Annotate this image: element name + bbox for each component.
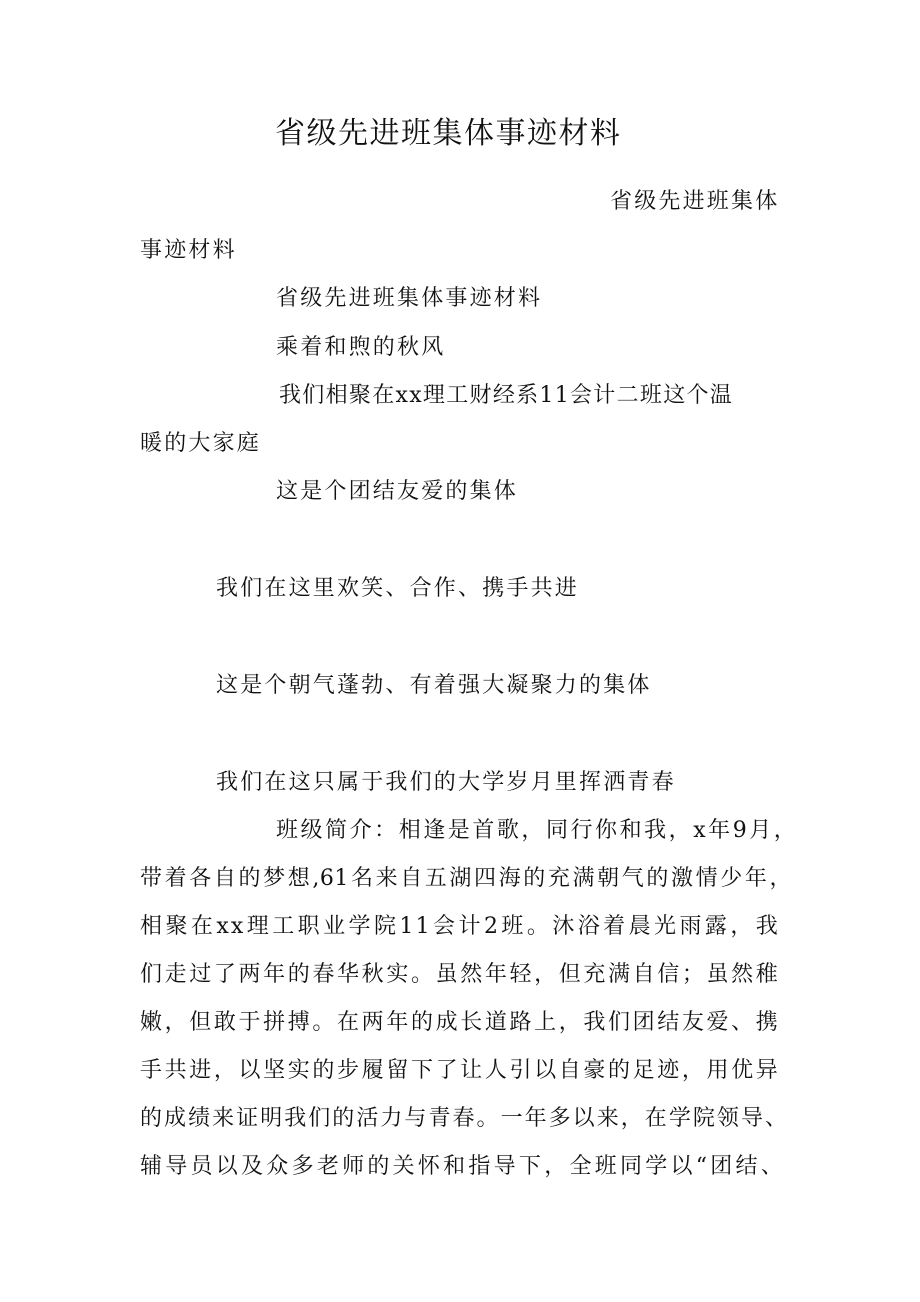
text-line-laugh: 我们在这里欢笑、合作、携手共进: [216, 576, 580, 601]
intro-paragraph-line: 相聚在xx理工职业学院11会计2班。沐浴着晨光雨露，我: [140, 914, 780, 939]
text-line-youth: 我们在这只属于我们的大学岁月里挥洒青春: [216, 770, 676, 795]
intro-paragraph-line: 们走过了两年的春华秋实。虽然年轻，但充满自信；虽然稚: [140, 962, 780, 987]
text-line-heading-repeat: 省级先进班集体事迹材料: [276, 286, 543, 311]
text-line-united: 这是个团结友爱的集体: [276, 479, 519, 504]
text-line-gather: 我们相聚在xx理工财经系11会计二班这个温: [279, 383, 734, 408]
intro-paragraph-line: 嫩，但敢于拼搏。在两年的成长道路上，我们团结友爱、携: [140, 1010, 780, 1035]
intro-paragraph-line: 班级简介：相逢是首歌，同行你和我，x年9月，: [276, 818, 798, 843]
document-title: 省级先进班集体事迹材料: [275, 116, 622, 151]
intro-paragraph-line: 辅导员以及众多老师的关怀和指导下，全班同学以“团结、: [140, 1154, 785, 1179]
text-line-family: 暖的大家庭: [140, 431, 262, 456]
intro-paragraph-line: 手共进，以坚实的步履留下了让人引以自豪的足迹，用优异: [140, 1058, 780, 1083]
text-line-autumn: 乘着和煦的秋风: [276, 335, 446, 360]
text-line-vigor: 这是个朝气蓬勃、有着强大凝聚力的集体: [216, 673, 652, 698]
subtitle-line-2: 事迹材料: [140, 238, 237, 263]
intro-paragraph-line: 的成绩来证明我们的活力与青春。一年多以来，在学院领导、: [140, 1106, 788, 1131]
intro-paragraph-line: 带着各自的梦想,61名来自五湖四海的充满朝气的激情少年，: [140, 866, 792, 891]
subtitle-line-1: 省级先进班集体: [610, 189, 780, 214]
